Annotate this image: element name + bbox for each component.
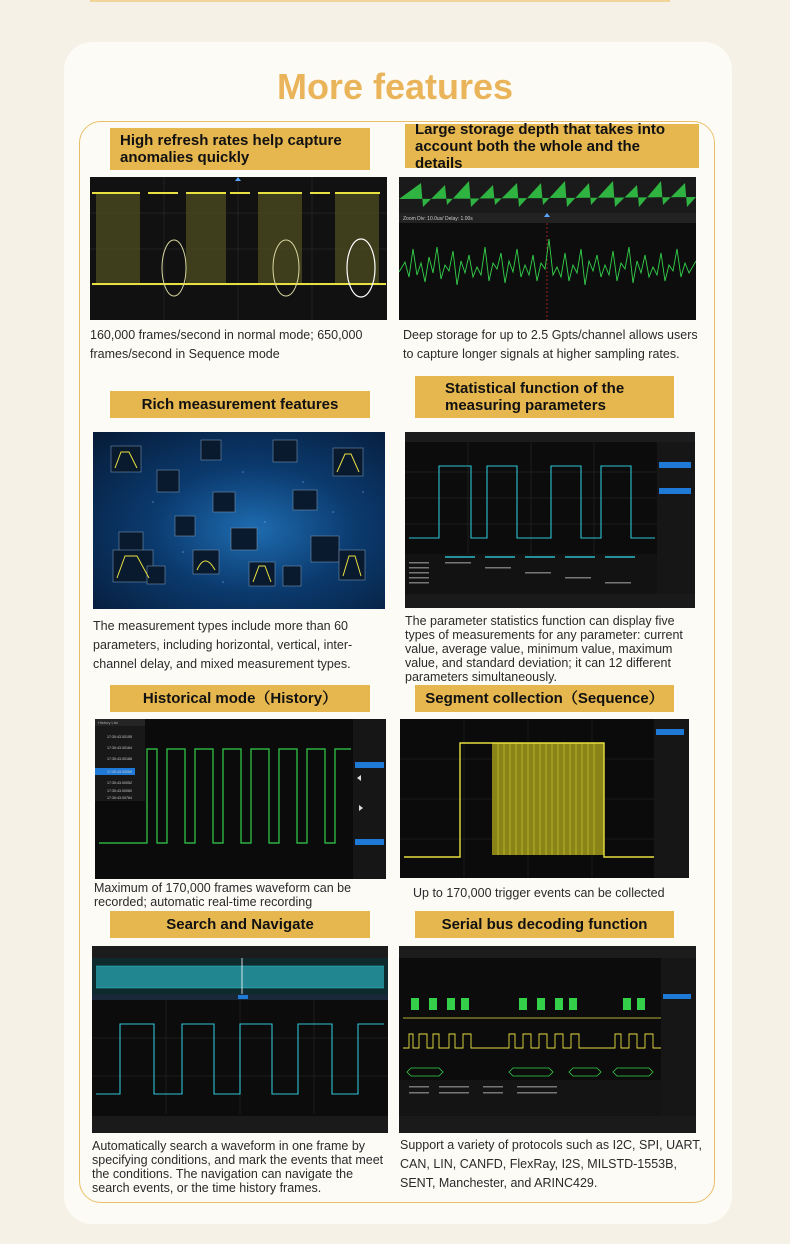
feature-heading-history: Historical mode（History） xyxy=(110,685,370,712)
history-list-item[interactable]: 17:30:43.00764 xyxy=(107,796,132,800)
zoom-label: Zoom Div: 10.0us/ Delay: 1.00s xyxy=(403,216,473,222)
feature-heading-search: Search and Navigate xyxy=(110,911,370,938)
screenshot-storage-depth xyxy=(399,177,696,320)
history-list-header: History List xyxy=(98,720,118,725)
screenshot-sequence xyxy=(400,719,689,878)
screenshot-search-navigate xyxy=(92,946,388,1133)
feature-heading-storage: Large storage depth that takes into account both the whole and the details xyxy=(405,124,699,168)
feature-caption-decoding: Support a variety of protocols such as I2C, SPI, UART, CAN, LIN, CANFD, FlexRay, I2S, MILSTD-1553B, SENT, Manchester, and ARINC429. xyxy=(400,1138,702,1190)
screenshot-refresh-rate xyxy=(90,177,387,320)
screenshot-statistics xyxy=(405,432,695,608)
feature-caption-refresh: 160,000 frames/second in normal mode; 650,000 frames/second in Sequence mode xyxy=(90,328,363,361)
feature-caption-statistics: The parameter statistics function can display five types of measurements for any parameter: current value, average value, minimum value, maximum value, and standard deviation; it can 12 different parameters simultaneously. xyxy=(405,614,683,684)
screenshot-history-mode xyxy=(95,719,386,879)
screenshot-serial-decoding xyxy=(399,946,696,1133)
history-list-item[interactable]: 17:30:43.00164 xyxy=(107,746,132,750)
feature-caption-history: Maximum of 170,000 frames waveform can be recorded; automatic real-time recording xyxy=(94,881,352,909)
top-divider xyxy=(90,0,670,2)
feature-heading-measurement: Rich measurement features xyxy=(110,391,370,418)
feature-heading-refresh: High refresh rates help capture anomalies quickly xyxy=(110,128,370,170)
feature-heading-sequence: Segment collection（Sequence） xyxy=(415,685,674,712)
feature-heading-statistics: Statistical function of the measuring parameters xyxy=(415,376,674,418)
feature-caption-storage: Deep storage for up to 2.5 Gpts/channel allows users to capture longer signals at higher sampling rates. xyxy=(403,328,698,361)
feature-caption-measurement: The measurement types include more than 60 parameters, including horizontal, vertical, inter-channel delay, and mixed measurement types. xyxy=(93,619,353,671)
feature-heading-decoding: Serial bus decoding function xyxy=(415,911,674,938)
history-list-item[interactable]: 17:30:43.00052 xyxy=(107,781,132,785)
feature-caption-sequence: Up to 170,000 trigger events can be collected xyxy=(413,886,665,900)
history-list-item[interactable]: 17:30:43.00060 xyxy=(107,789,132,793)
screenshot-measurement-features xyxy=(93,432,385,609)
history-list-item[interactable]: 17:30:43.00168 xyxy=(107,757,132,761)
history-list-item[interactable]: 17:30:43.00069 xyxy=(107,770,132,774)
page-title: More features xyxy=(276,66,514,107)
history-list-item[interactable]: 17:30:43.00155 xyxy=(107,735,132,739)
feature-caption-search: Automatically search a waveform in one frame by specifying conditions, and mark the events that meet the conditions. The navigation can navigate the search events, or the time history frames. xyxy=(92,1139,384,1195)
